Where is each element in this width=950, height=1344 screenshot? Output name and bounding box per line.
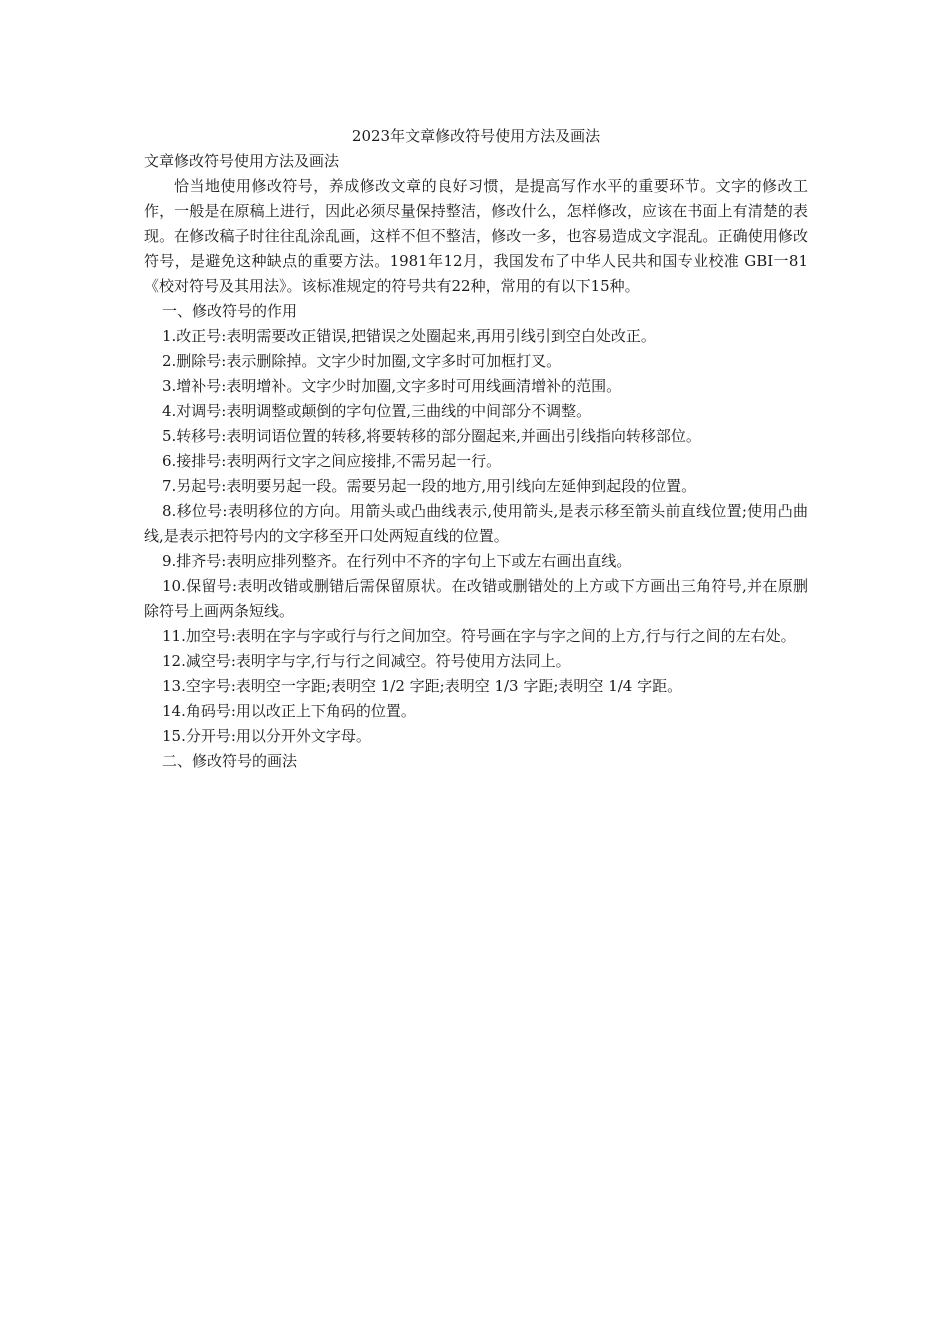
list-item: 6.接排号:表明两行文字之间应接排,不需另起一行。 <box>162 452 502 470</box>
list-item: 5.转移号:表明词语位置的转移,将要转移的部分圈起来,并画出引线指向转移部位。 <box>162 427 701 445</box>
list-item: 10.保留号:表明改错或删错后需保留原状。在改错或删错处的上方或下方画出三角符号,并在原删除符号上画两条短线。 <box>144 577 808 620</box>
list-item: 15.分开号:用以分开外文字母。 <box>162 727 371 745</box>
list-item: 11.加空号:表明在字与字或行与行之间加空。符号画在字与字之间的上方,行与行之间的左右处。 <box>162 627 796 645</box>
list-item: 13.空字号:表明空一字距;表明空 1/2 字距;表明空 1/3 字距;表明空 1/4 字距。 <box>162 677 683 695</box>
list-item: 2.删除号:表示删除掉。文字少时加圈,文字多时可加框打叉。 <box>162 352 562 370</box>
list-item: 7.另起号:表明要另起一段。需要另起一段的地方,用引线向左延伸到起段的位置。 <box>162 477 697 495</box>
list-item: 14.角码号:用以改正上下角码的位置。 <box>162 702 416 720</box>
list-item: 12.减空号:表明字与字,行与行之间减空。符号使用方法同上。 <box>162 652 571 670</box>
document-title: 2023年文章修改符号使用方法及画法 <box>351 127 601 145</box>
list-item: 3.增补号:表明增补。文字少时加圈,文字多时可用线画清增补的范围。 <box>162 377 622 395</box>
list-item: 1.改正号:表明需要改正错误,把错误之处圈起来,再用引线引到空白处改正。 <box>162 327 656 345</box>
list-item: 9.排齐号:表明应排列整齐。在行列中不齐的字句上下或左右画出直线。 <box>162 552 632 570</box>
document-page <box>144 124 808 774</box>
list-item: 4.对调号:表明调整或颠倒的字句位置,三曲线的中间部分不调整。 <box>162 402 592 420</box>
section-heading-1: 一、修改符号的作用 <box>162 302 298 320</box>
document-subtitle: 文章修改符号使用方法及画法 <box>144 152 340 170</box>
list-item: 8.移位号:表明移位的方向。用箭头或凸曲线表示,使用箭头,是表示移至箭头前直线位置;使用凸曲线,是表示把符号内的文字移至开口处两短直线的位置。 <box>144 502 808 545</box>
intro-paragraph: 恰当地使用修改符号，养成修改文章的良好习惯，是提高写作水平的重要环节。文字的修改工作，一般是在原稿上进行，因此必须尽量保持整洁，修改什么，怎样修改，应该在书面上有清楚的表现。在修改稿子时往往乱涂乱画，这样不但不整洁，修改一多，也容易造成文字混乱。正确使用修改符号，是避免这种缺点的重要方法。1981年12月，我国发布了中华人民共和国专业校准 GBI一81《校对符号及其用法》。该标准规定的符号共有22种，常用的有以下15种。 <box>144 177 808 295</box>
section-heading-2: 二、修改符号的画法 <box>162 752 298 770</box>
